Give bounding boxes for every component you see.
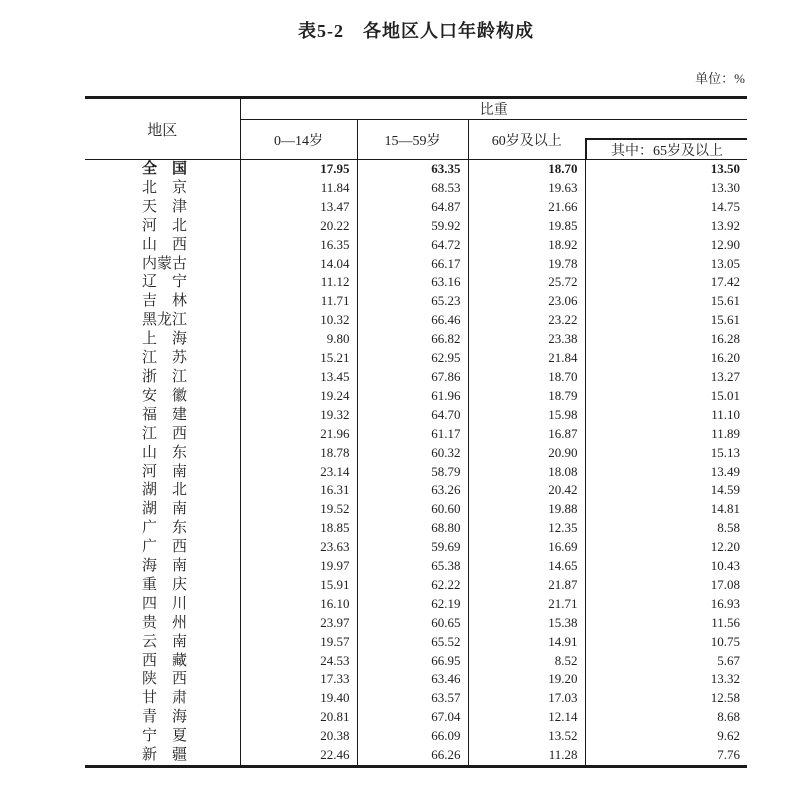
value-cell: 66.46 <box>357 311 468 330</box>
value-cell: 13.47 <box>240 198 357 217</box>
region-cell: 山 东 <box>85 444 240 463</box>
region-cell: 云 南 <box>85 633 240 652</box>
value-cell: 9.62 <box>717 728 740 744</box>
value-cell: 15.61 <box>710 312 740 328</box>
table-row <box>85 614 747 633</box>
value-cell: 19.78 <box>468 255 585 274</box>
value-cell: 12.14 <box>468 708 585 727</box>
value-cell: 8.58 <box>717 520 740 536</box>
region-cell: 辽 宁 <box>85 273 240 292</box>
table-row <box>85 406 747 425</box>
value-cell: 9.80 <box>240 330 357 349</box>
value-cell: 19.52 <box>240 500 357 519</box>
table-row <box>85 292 747 311</box>
value-cell: 11.84 <box>240 179 357 198</box>
header-age-15-59: 15—59岁 <box>357 120 468 160</box>
region-cell: 海 南 <box>85 557 240 576</box>
value-cell: 16.20 <box>710 350 740 366</box>
table-row <box>85 425 747 444</box>
value-cell: 21.87 <box>468 576 585 595</box>
region-cell: 贵 州 <box>85 614 240 633</box>
value-cell: 14.75 <box>710 198 740 214</box>
value-cell: 21.71 <box>468 595 585 614</box>
value-cell: 62.19 <box>357 595 468 614</box>
value-cell: 19.40 <box>240 689 357 708</box>
value-cell: 63.57 <box>357 689 468 708</box>
value-cell: 10.32 <box>240 311 357 330</box>
table-row <box>85 538 747 557</box>
value-cell: 66.26 <box>357 746 468 766</box>
value-cell: 20.22 <box>240 217 357 236</box>
value-cell: 23.06 <box>468 292 585 311</box>
region-cell: 江 苏 <box>85 349 240 368</box>
region-cell: 湖 南 <box>85 500 240 519</box>
value-cell: 18.85 <box>240 519 357 538</box>
value-cell: 67.04 <box>357 708 468 727</box>
value-cell: 25.72 <box>468 273 585 292</box>
header-proportion-group: 比重 <box>240 98 747 120</box>
table-row <box>85 689 747 708</box>
value-cell: 20.90 <box>468 444 585 463</box>
table-row <box>85 746 747 766</box>
value-cell: 15.61 <box>710 293 740 309</box>
table-row <box>85 595 747 614</box>
table-row <box>85 670 747 689</box>
value-cell: 20.38 <box>240 727 357 746</box>
value-cell: 16.28 <box>710 331 740 347</box>
value-cell: 15.13 <box>710 444 740 460</box>
value-cell: 14.81 <box>710 501 740 517</box>
table-row <box>85 463 747 482</box>
value-cell: 23.22 <box>468 311 585 330</box>
unit-label: 单位：% <box>695 71 745 86</box>
region-cell: 广 西 <box>85 538 240 557</box>
value-cell: 20.42 <box>468 481 585 500</box>
value-cell: 15.21 <box>240 349 357 368</box>
header-age-65-plus: 其中：65岁及以上 <box>585 138 747 159</box>
table-row <box>85 236 747 255</box>
table-row <box>85 557 747 576</box>
header-age-65-plus-cell <box>585 120 747 160</box>
value-cell: 14.65 <box>468 557 585 576</box>
value-cell: 14.04 <box>240 255 357 274</box>
table-row <box>85 519 747 538</box>
region-cell: 西 藏 <box>85 652 240 671</box>
value-cell: 22.46 <box>240 746 357 766</box>
value-cell: 8.52 <box>468 652 585 671</box>
value-cell: 21.84 <box>468 349 585 368</box>
value-cell: 19.97 <box>240 557 357 576</box>
value-cell: 13.05 <box>710 255 740 271</box>
value-cell: 66.17 <box>357 255 468 274</box>
region-cell: 四 川 <box>85 595 240 614</box>
value-cell: 23.97 <box>240 614 357 633</box>
value-cell: 12.90 <box>710 236 740 252</box>
value-cell: 61.17 <box>357 425 468 444</box>
value-cell: 18.92 <box>468 236 585 255</box>
region-cell: 新 疆 <box>85 746 240 766</box>
value-cell: 59.69 <box>357 538 468 557</box>
table-row <box>85 349 747 368</box>
value-cell: 19.85 <box>468 217 585 236</box>
region-cell: 宁 夏 <box>85 727 240 746</box>
value-cell: 23.14 <box>240 463 357 482</box>
value-cell: 8.68 <box>717 709 740 725</box>
table-body <box>85 160 747 767</box>
value-cell: 65.23 <box>357 292 468 311</box>
value-cell: 18.70 <box>468 368 585 387</box>
page-title: 表5-2 各地区人口年龄构成 <box>298 21 534 41</box>
value-cell: 18.08 <box>468 463 585 482</box>
region-cell: 江 西 <box>85 425 240 444</box>
value-cell: 63.16 <box>357 273 468 292</box>
region-cell: 陕 西 <box>85 670 240 689</box>
table-row <box>85 444 747 463</box>
value-cell: 13.50 <box>710 161 740 176</box>
table-row <box>85 727 747 746</box>
region-cell: 河 南 <box>85 463 240 482</box>
table-row <box>85 273 747 292</box>
value-cell: 7.76 <box>717 747 740 763</box>
value-cell: 17.95 <box>240 160 357 179</box>
value-cell: 15.98 <box>468 406 585 425</box>
value-cell: 19.57 <box>240 633 357 652</box>
value-cell: 15.38 <box>468 614 585 633</box>
table-row <box>85 311 747 330</box>
value-cell: 14.59 <box>710 482 740 498</box>
value-cell: 11.28 <box>468 746 585 766</box>
table-row <box>85 217 747 236</box>
value-cell: 63.35 <box>357 160 468 179</box>
value-cell: 23.38 <box>468 330 585 349</box>
table-row <box>85 652 747 671</box>
region-cell: 全 国 <box>85 160 240 179</box>
region-cell: 天 津 <box>85 198 240 217</box>
value-cell: 11.71 <box>240 292 357 311</box>
table-row <box>85 633 747 652</box>
table-row <box>85 387 747 406</box>
age-composition-table <box>85 96 747 768</box>
value-cell: 67.86 <box>357 368 468 387</box>
value-cell: 18.70 <box>468 160 585 179</box>
value-cell: 16.93 <box>710 595 740 611</box>
region-cell: 广 东 <box>85 519 240 538</box>
value-cell: 24.53 <box>240 652 357 671</box>
value-cell: 18.79 <box>468 387 585 406</box>
value-cell: 19.88 <box>468 500 585 519</box>
value-cell: 19.20 <box>468 670 585 689</box>
value-cell: 11.56 <box>711 614 740 630</box>
value-cell: 65.52 <box>357 633 468 652</box>
value-cell: 21.66 <box>468 198 585 217</box>
region-cell: 青 海 <box>85 708 240 727</box>
table-header <box>85 98 747 160</box>
value-cell: 63.46 <box>357 670 468 689</box>
value-cell: 68.53 <box>357 179 468 198</box>
value-cell: 16.31 <box>240 481 357 500</box>
table-row <box>85 330 747 349</box>
region-cell: 山 西 <box>85 236 240 255</box>
value-cell: 17.42 <box>710 274 740 290</box>
value-cell: 21.96 <box>240 425 357 444</box>
value-cell: 13.32 <box>710 671 740 687</box>
value-cell: 12.35 <box>468 519 585 538</box>
value-cell: 20.81 <box>240 708 357 727</box>
value-cell: 63.26 <box>357 481 468 500</box>
region-cell: 甘 肃 <box>85 689 240 708</box>
region-cell: 黑龙江 <box>85 311 240 330</box>
value-cell: 11.10 <box>711 406 740 422</box>
value-cell: 16.69 <box>468 538 585 557</box>
value-cell: 19.24 <box>240 387 357 406</box>
value-cell: 13.52 <box>468 727 585 746</box>
region-cell: 河 北 <box>85 217 240 236</box>
value-cell: 66.95 <box>357 652 468 671</box>
value-cell: 11.12 <box>240 273 357 292</box>
table-row <box>85 481 747 500</box>
value-cell: 60.65 <box>357 614 468 633</box>
value-cell: 17.08 <box>710 576 740 592</box>
region-cell: 湖 北 <box>85 481 240 500</box>
header-age-60-plus: 60岁及以上 <box>468 120 585 160</box>
header-region: 地区 <box>85 98 240 160</box>
value-cell: 68.80 <box>357 519 468 538</box>
value-cell: 13.30 <box>710 179 740 195</box>
value-cell: 12.58 <box>710 690 740 706</box>
value-cell: 61.96 <box>357 387 468 406</box>
value-cell: 19.63 <box>468 179 585 198</box>
header-age-0-14: 0—14岁 <box>240 120 357 160</box>
value-cell: 62.95 <box>357 349 468 368</box>
value-cell: 17.03 <box>468 689 585 708</box>
value-cell: 13.92 <box>710 217 740 233</box>
value-cell: 16.10 <box>240 595 357 614</box>
value-cell: 19.32 <box>240 406 357 425</box>
table-row <box>85 160 747 179</box>
value-cell: 66.82 <box>357 330 468 349</box>
value-cell: 10.75 <box>710 633 740 649</box>
table-row <box>85 576 747 595</box>
value-cell: 11.89 <box>711 425 740 441</box>
table-row <box>85 368 747 387</box>
table-row <box>85 708 747 727</box>
value-cell: 18.78 <box>240 444 357 463</box>
value-cell: 64.87 <box>357 198 468 217</box>
value-cell: 60.60 <box>357 500 468 519</box>
value-cell: 60.32 <box>357 444 468 463</box>
value-cell: 64.72 <box>357 236 468 255</box>
region-cell: 福 建 <box>85 406 240 425</box>
table-row <box>85 500 747 519</box>
value-cell: 13.49 <box>710 463 740 479</box>
region-cell: 吉 林 <box>85 292 240 311</box>
region-cell: 上 海 <box>85 330 240 349</box>
value-cell: 5.67 <box>717 652 740 668</box>
value-cell: 15.91 <box>240 576 357 595</box>
value-cell: 16.87 <box>468 425 585 444</box>
value-cell: 66.09 <box>357 727 468 746</box>
value-cell: 17.33 <box>240 670 357 689</box>
value-cell: 62.22 <box>357 576 468 595</box>
table-row <box>85 198 747 217</box>
region-cell: 浙 江 <box>85 368 240 387</box>
value-cell: 23.63 <box>240 538 357 557</box>
table-row <box>85 255 747 274</box>
value-cell: 65.38 <box>357 557 468 576</box>
region-cell: 安 徽 <box>85 387 240 406</box>
value-cell: 59.92 <box>357 217 468 236</box>
region-cell: 内蒙古 <box>85 255 240 274</box>
value-cell: 15.01 <box>710 387 740 403</box>
value-cell: 13.27 <box>710 368 740 384</box>
value-cell: 10.43 <box>710 558 740 574</box>
value-cell: 14.91 <box>468 633 585 652</box>
value-cell: 58.79 <box>357 463 468 482</box>
value-cell: 64.70 <box>357 406 468 425</box>
region-cell: 北 京 <box>85 179 240 198</box>
table-row <box>85 179 747 198</box>
region-cell: 重 庆 <box>85 576 240 595</box>
value-cell: 12.20 <box>710 539 740 555</box>
value-cell: 13.45 <box>240 368 357 387</box>
value-cell: 16.35 <box>240 236 357 255</box>
